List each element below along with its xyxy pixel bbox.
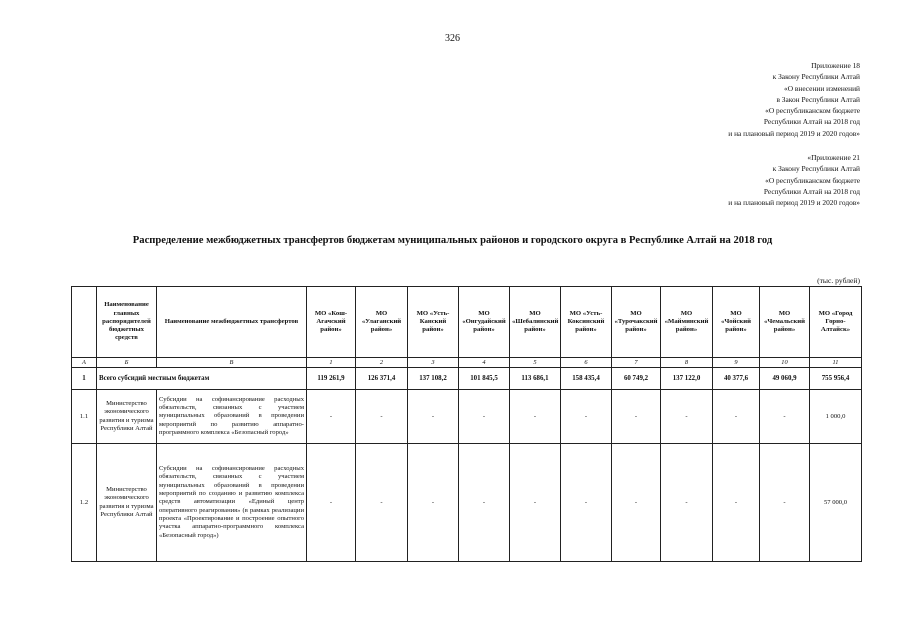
header-district: МО «Улаганский район» [356, 287, 408, 358]
header-district: МО «Майминский район» [661, 287, 713, 358]
header-district: МО «Город Горно-Алтайск» [810, 287, 862, 358]
cell-value: - [459, 390, 510, 444]
column-index: А [72, 358, 97, 368]
table-row-total [72, 368, 862, 390]
cell-value: - [356, 390, 408, 444]
header-district: МО «Кош-Агачский район» [307, 287, 356, 358]
cell-value: - [510, 390, 561, 444]
cell-value: - [661, 390, 713, 444]
column-index: 3 [408, 358, 459, 368]
annex-line: Приложение 18 [811, 61, 860, 70]
header-district: МО «Турочакский район» [612, 287, 661, 358]
cell-value: - [459, 444, 510, 562]
header-transfer: Наименование межбюджетных трансфертов [157, 287, 307, 358]
annex-line: Республики Алтай на 2018 год [763, 186, 860, 196]
column-index: 7 [612, 358, 661, 368]
header-number [72, 287, 97, 358]
column-index: 10 [760, 358, 810, 368]
cell-value: 60 749,2 [612, 368, 661, 390]
cell-value: 49 060,9 [760, 368, 810, 390]
row-number: 1 [72, 368, 97, 390]
cell-value: - [408, 444, 459, 562]
column-index: 8 [661, 358, 713, 368]
row-number: 1.1 [72, 390, 97, 444]
annex-line: Республики Алтай на 2018 год [763, 117, 860, 127]
header-district: МО «Шебалинский район» [510, 287, 561, 358]
table-header-row [72, 287, 862, 358]
cell-value: - [612, 390, 661, 444]
cell-value: 101 845,5 [459, 368, 510, 390]
annex-line: «Приложение 21 [807, 153, 860, 162]
header-district: МО «Чемальский район» [760, 287, 810, 358]
header-district: МО «Усть-Канский район» [408, 287, 459, 358]
annex-line: «О республиканском бюджете [765, 106, 860, 116]
header-org: Наименование главных распорядителей бюджетных средств [97, 287, 157, 358]
header-district: МО «Онгудайский район» [459, 287, 510, 358]
transfers-table [71, 286, 862, 562]
row-label: Всего субсидий местным бюджетам [97, 368, 307, 390]
column-index: 5 [510, 358, 561, 368]
header-district: МО «Усть-Коксинский район» [561, 287, 612, 358]
row-description: Субсидии на софинансирование расходных обязательств, связанных с участием муниципальных образований в проведении мероприятий по созданию и развитию комплекса средств автоматизации «Единый центр оперативного реагирования» (в рамках реализации проекта «Проектирование и построение опытного участка аппаратно-программного комплекса «Безопасный город») [157, 444, 307, 562]
row-org: Министерство экономического развития и туризма Республики Алтай [97, 444, 157, 562]
annex-line: «О внесении изменений [784, 83, 860, 93]
cell-value: - [713, 444, 760, 562]
cell-value: 137 108,2 [408, 368, 459, 390]
row-number: 1.2 [72, 444, 97, 562]
column-index: 6 [561, 358, 612, 368]
cell-value: - [760, 390, 810, 444]
cell-value: - [307, 444, 356, 562]
annex-line: к Закону Республики Алтай [772, 164, 860, 174]
table-row [72, 444, 862, 562]
cell-value: 158 435,4 [561, 368, 612, 390]
units-label: (тыс. рублей) [817, 276, 860, 285]
cell-value: - [307, 390, 356, 444]
cell-value: 113 686,1 [510, 368, 561, 390]
cell-value: 126 371,4 [356, 368, 408, 390]
table-row [72, 390, 862, 444]
cell-value: 755 956,4 [810, 368, 862, 390]
column-index: 11 [810, 358, 862, 368]
cell-value: - [561, 390, 612, 444]
annex-line: «О республиканском бюджете [765, 175, 860, 185]
cell-value: 40 377,6 [713, 368, 760, 390]
annex-line: к Закону Республики Алтай [772, 72, 860, 82]
row-description: Субсидии на софинансирование расходных обязательств, связанных с участием муниципальных образований в проведении мероприятий по развитию аппаратно-программного комплекса «Безопасный город» [157, 390, 307, 444]
cell-value: - [561, 444, 612, 562]
cell-value: - [661, 444, 713, 562]
column-index: Б [97, 358, 157, 368]
row-org: Министерство экономического развития и туризма Республики Алтай [97, 390, 157, 444]
column-index: В [157, 358, 307, 368]
header-district: МО «Чойский район» [713, 287, 760, 358]
annex-original [728, 152, 860, 208]
annex-current [728, 60, 860, 139]
document-title: Распределение межбюджетных трансфертов бюджетам муниципальных районов и городского округа в Республике Алтай на 2018 год [132, 235, 773, 246]
annex-line: и на плановый период 2019 и 2020 годов» [728, 128, 860, 138]
cell-value: - [760, 444, 810, 562]
annex-line: в Закон Республики Алтай [776, 94, 860, 104]
column-index: 2 [356, 358, 408, 368]
cell-value: - [510, 444, 561, 562]
annex-line: и на плановый период 2019 и 2020 годов» [728, 198, 860, 208]
cell-value: 137 122,0 [661, 368, 713, 390]
cell-value: - [713, 390, 760, 444]
column-index-row [72, 358, 862, 368]
cell-value: - [356, 444, 408, 562]
column-index: 9 [713, 358, 760, 368]
cell-value: 1 000,0 [810, 390, 862, 444]
column-index: 1 [307, 358, 356, 368]
cell-value: - [408, 390, 459, 444]
cell-value: 57 000,0 [810, 444, 862, 562]
cell-value: 119 261,9 [307, 368, 356, 390]
page-number: 326 [445, 33, 460, 44]
cell-value: - [612, 444, 661, 562]
column-index: 4 [459, 358, 510, 368]
